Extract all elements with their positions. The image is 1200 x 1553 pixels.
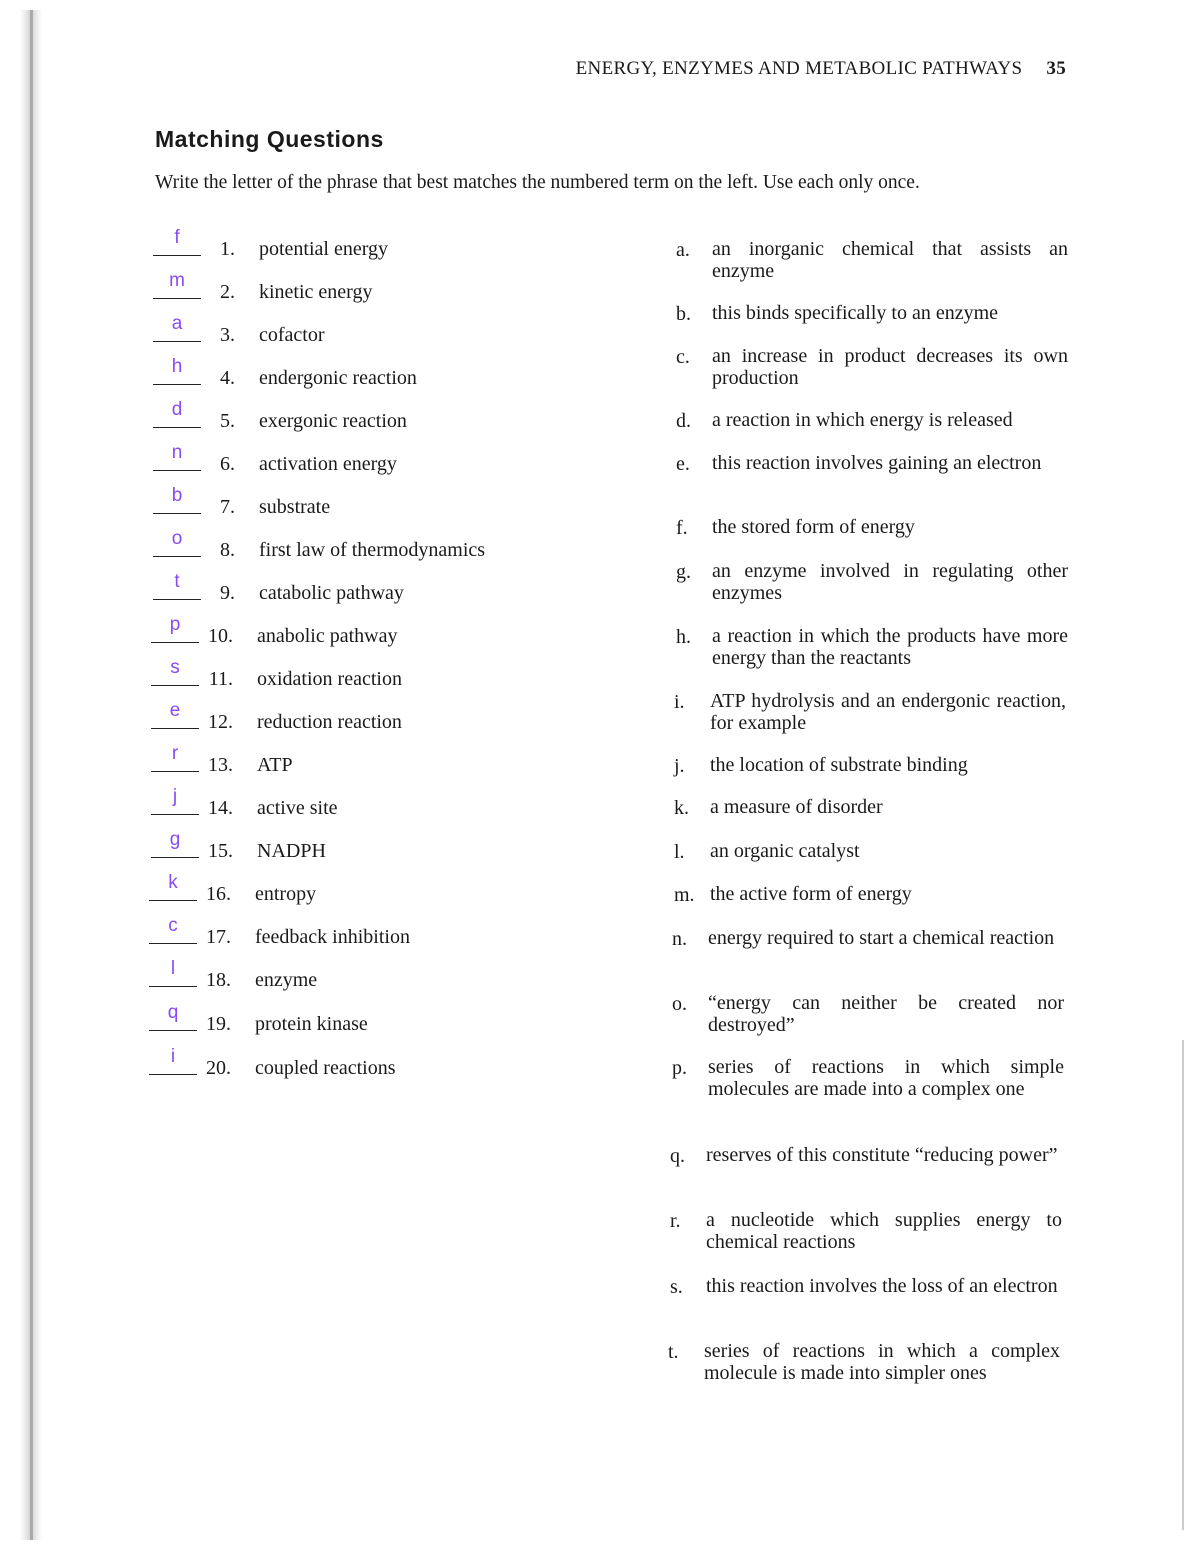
option-item: [674, 755, 1066, 777]
question-term: NADPH: [257, 840, 326, 862]
handwritten-answer: c: [168, 915, 178, 936]
option-text: the location of substrate binding: [710, 754, 968, 776]
answer-blank[interactable]: [149, 1030, 197, 1031]
question-row: [153, 270, 633, 312]
question-number: 19.: [206, 1013, 231, 1035]
option-item: [674, 691, 1066, 734]
option-letter: c.: [676, 346, 690, 368]
option-item: [670, 1210, 1062, 1253]
option-text: this reaction involves gaining an electron: [712, 452, 1042, 474]
option-text: an inorganic chemical that assists an enzyme: [712, 238, 1068, 282]
option-letter: b.: [676, 303, 691, 325]
answer-blank[interactable]: [153, 470, 201, 471]
page-edge: [1182, 1040, 1184, 1530]
handwritten-answer: d: [171, 399, 183, 420]
option-item: [676, 303, 1068, 325]
option-letter: e.: [676, 453, 690, 475]
option-letter: m.: [674, 884, 695, 906]
answer-blank[interactable]: [153, 513, 201, 514]
question-row: [149, 1002, 629, 1044]
section-title: Matching Questions: [155, 126, 384, 152]
question-term: enzyme: [255, 969, 318, 991]
option-letter: a.: [676, 239, 690, 261]
option-item: [672, 1057, 1064, 1100]
question-term: reduction reaction: [257, 711, 402, 733]
option-item: [676, 561, 1068, 604]
question-number: 3.: [220, 324, 235, 346]
handwritten-answer: k: [168, 872, 178, 893]
question-row: [149, 1046, 629, 1088]
answer-blank[interactable]: [153, 556, 201, 557]
question-row: [151, 829, 631, 871]
handwritten-answer: f: [174, 227, 180, 248]
question-row: [149, 915, 629, 957]
option-item: [676, 626, 1068, 669]
option-item: [668, 1341, 1060, 1384]
option-text: ATP hydrolysis and an endergonic reaction, for example: [710, 690, 1066, 734]
handwritten-answer: j: [172, 786, 178, 807]
question-row: [153, 571, 633, 613]
question-term: feedback inhibition: [255, 926, 410, 948]
option-letter: r.: [670, 1210, 681, 1232]
answer-blank[interactable]: [153, 599, 201, 600]
option-text: a measure of disorder: [710, 796, 883, 818]
option-letter: l.: [674, 841, 685, 863]
handwritten-answer: h: [171, 356, 183, 377]
question-row: [153, 356, 633, 398]
handwritten-answer: g: [169, 829, 181, 850]
running-title: ENERGY, ENZYMES AND METABOLIC PATHWAYS: [575, 58, 1023, 79]
question-number: 11.: [208, 668, 233, 690]
question-term: kinetic energy: [259, 281, 373, 303]
option-text: series of reactions in which simple molecules are made into a complex one: [708, 1056, 1064, 1100]
question-term: entropy: [255, 883, 317, 905]
answer-blank[interactable]: [153, 255, 201, 256]
handwritten-answer: o: [171, 528, 183, 549]
handwritten-answer: n: [171, 442, 183, 463]
option-letter: j.: [674, 755, 685, 777]
option-text: the stored form of energy: [712, 516, 915, 538]
handwritten-answer: l: [170, 958, 176, 979]
question-term: active site: [257, 797, 338, 819]
answer-blank[interactable]: [153, 384, 201, 385]
question-number: 6.: [220, 453, 235, 475]
answer-blank[interactable]: [151, 771, 199, 772]
option-text: an organic catalyst: [710, 840, 860, 862]
question-row: [153, 227, 633, 269]
option-letter: s.: [670, 1276, 683, 1298]
option-item: [676, 239, 1068, 282]
question-term: exergonic reaction: [259, 410, 407, 432]
answer-blank[interactable]: [149, 943, 197, 944]
answer-blank[interactable]: [151, 685, 199, 686]
option-letter: n.: [672, 928, 687, 950]
option-letter: f.: [676, 517, 688, 539]
option-text: a reaction in which energy is released: [712, 409, 1013, 431]
question-row: [153, 399, 633, 441]
option-text: an increase in product decreases its own production: [712, 345, 1068, 389]
question-number: 2.: [220, 281, 235, 303]
question-row: [151, 614, 631, 656]
option-letter: k.: [674, 797, 689, 819]
question-row: [151, 743, 631, 785]
handwritten-answer: p: [169, 614, 181, 635]
question-term: ATP: [257, 754, 293, 776]
question-number: 14.: [208, 797, 233, 819]
binding-edge: [30, 10, 33, 1540]
question-term: first law of thermodynamics: [259, 539, 486, 561]
question-number: 9.: [220, 582, 235, 604]
option-item: [676, 453, 1068, 475]
question-number: 15.: [208, 840, 233, 862]
handwritten-answer: t: [174, 571, 180, 592]
question-number: 1.: [220, 238, 235, 260]
answer-blank[interactable]: [153, 341, 201, 342]
question-row: [151, 657, 631, 699]
question-row: [151, 786, 631, 828]
question-number: 4.: [220, 367, 235, 389]
option-text: a nucleotide which supplies energy to chemical reactions: [706, 1209, 1062, 1253]
option-text: reserves of this constitute “reducing power”: [706, 1144, 1058, 1166]
option-item: [676, 346, 1068, 389]
option-item: [674, 797, 1066, 819]
question-number: 7.: [220, 496, 235, 518]
option-letter: i.: [674, 691, 685, 713]
option-text: this reaction involves the loss of an electron: [706, 1275, 1058, 1297]
answer-blank[interactable]: [151, 814, 199, 815]
option-item: [676, 517, 1068, 539]
question-row: [149, 872, 629, 914]
question-number: 8.: [220, 539, 235, 561]
question-term: oxidation reaction: [257, 668, 402, 690]
option-text: a reaction in which the products have more energy than the reactants: [712, 625, 1068, 669]
question-term: catabolic pathway: [259, 582, 404, 604]
question-row: [151, 700, 631, 742]
question-term: substrate: [259, 496, 331, 518]
option-text: an enzyme involved in regulating other enzymes: [712, 560, 1068, 604]
option-item: [674, 841, 1066, 863]
question-term: coupled reactions: [255, 1057, 396, 1079]
answer-blank[interactable]: [149, 1074, 197, 1075]
question-number: 13.: [208, 754, 233, 776]
question-term: activation energy: [259, 453, 397, 475]
question-row: [153, 528, 633, 570]
option-item: [674, 884, 1066, 906]
handwritten-answer: r: [171, 743, 179, 764]
option-text: series of reactions in which a complex molecule is made into simpler ones: [704, 1340, 1060, 1384]
running-header: [500, 58, 1066, 80]
option-text: “energy can neither be created nor destroyed”: [708, 992, 1064, 1036]
option-text: energy required to start a chemical reaction: [708, 927, 1055, 949]
option-item: [672, 993, 1064, 1036]
question-term: potential energy: [259, 238, 389, 260]
question-term: endergonic reaction: [259, 367, 417, 389]
question-term: anabolic pathway: [257, 625, 398, 647]
handwritten-answer: i: [170, 1046, 176, 1067]
question-term: cofactor: [259, 324, 325, 346]
answer-blank[interactable]: [153, 298, 201, 299]
question-row: [153, 485, 633, 527]
answer-blank[interactable]: [149, 986, 197, 987]
option-letter: h.: [676, 626, 691, 648]
answer-blank[interactable]: [151, 857, 199, 858]
instructions: Write the letter of the phrase that best matches the numbered term on the left. Use each only once.: [155, 172, 920, 193]
answer-blank[interactable]: [153, 427, 201, 428]
question-row: [153, 313, 633, 355]
answer-blank[interactable]: [149, 900, 197, 901]
question-number: 5.: [220, 410, 235, 432]
option-text: this binds specifically to an enzyme: [712, 302, 999, 324]
option-letter: p.: [672, 1057, 687, 1079]
option-item: [670, 1276, 1062, 1298]
option-letter: q.: [670, 1145, 685, 1167]
option-letter: o.: [672, 993, 687, 1015]
question-row: [149, 958, 629, 1000]
question-number: 17.: [206, 926, 231, 948]
handwritten-answer: e: [169, 700, 181, 721]
handwritten-answer: m: [169, 270, 185, 291]
option-letter: t.: [668, 1341, 679, 1363]
option-letter: g.: [676, 561, 691, 583]
option-text: the active form of energy: [710, 883, 912, 905]
page-number: 35: [1046, 58, 1066, 79]
option-letter: d.: [676, 410, 691, 432]
answer-blank[interactable]: [151, 642, 199, 643]
answer-blank[interactable]: [151, 728, 199, 729]
handwritten-answer: q: [167, 1002, 179, 1023]
question-number: 10.: [208, 625, 233, 647]
option-item: [670, 1145, 1062, 1167]
question-number: 12.: [208, 711, 233, 733]
handwritten-answer: a: [171, 313, 183, 334]
option-item: [672, 928, 1064, 950]
question-number: 18.: [206, 969, 231, 991]
question-term: protein kinase: [255, 1013, 368, 1035]
handwritten-answer: s: [170, 657, 180, 678]
option-item: [676, 410, 1068, 432]
question-number: 16.: [206, 883, 231, 905]
question-number: 20.: [206, 1057, 231, 1079]
question-row: [153, 442, 633, 484]
handwritten-answer: b: [171, 485, 183, 506]
